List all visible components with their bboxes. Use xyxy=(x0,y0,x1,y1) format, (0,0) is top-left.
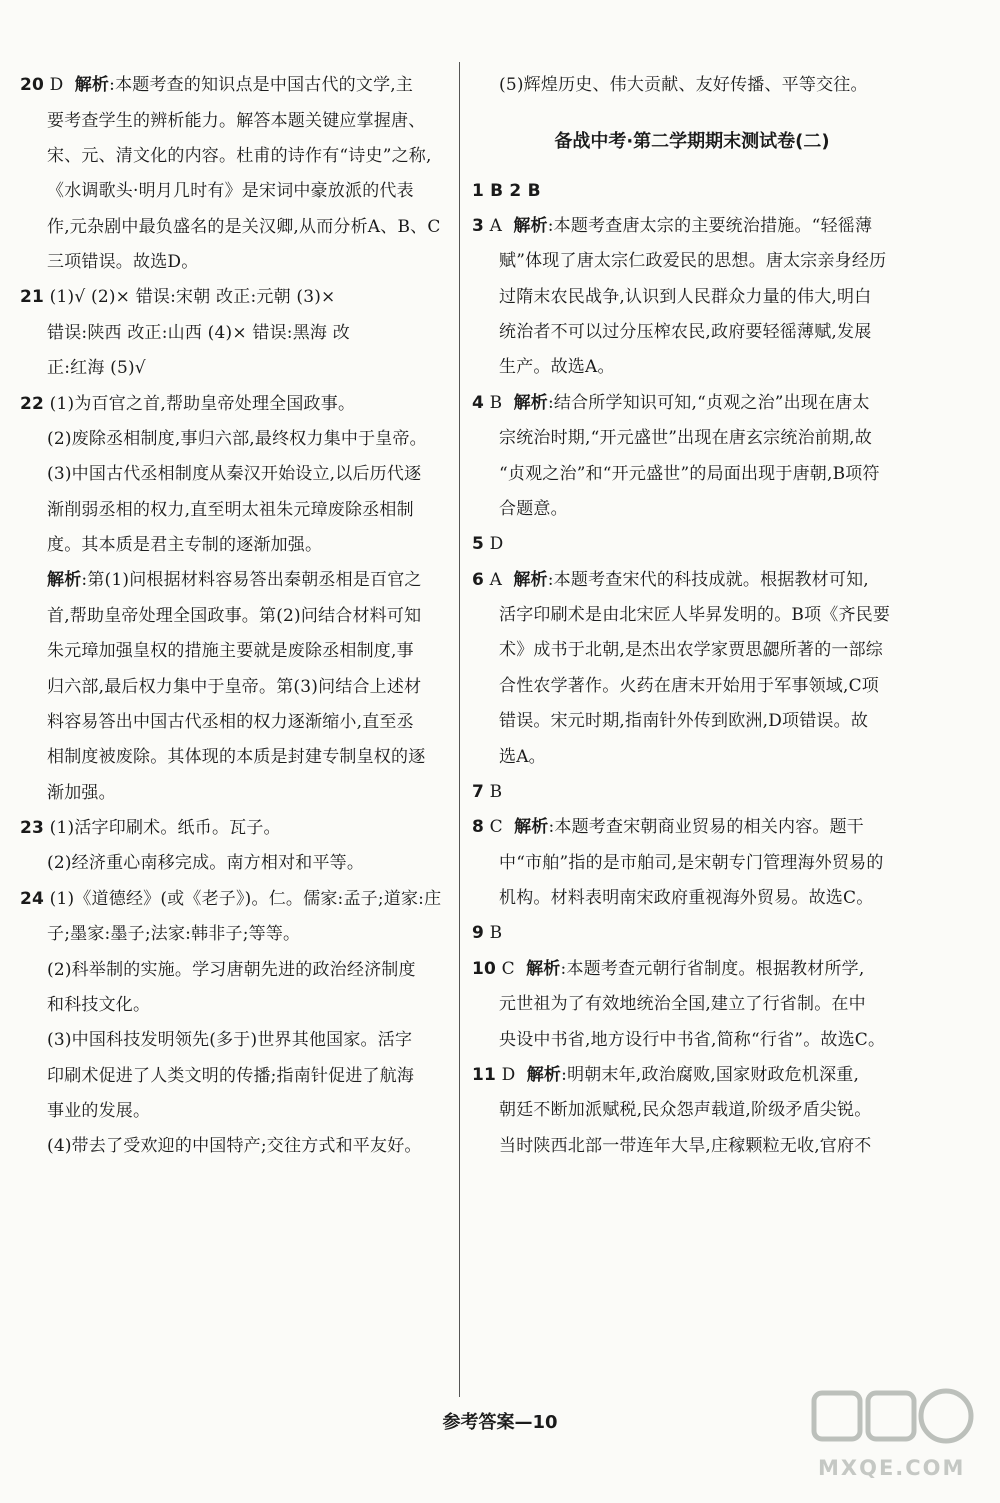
right-column xyxy=(472,68,912,1164)
answer-choice: D xyxy=(489,534,504,555)
text-line: :本题考查唐太宗的主要统治措施。“轻徭薄 xyxy=(547,215,873,236)
question-number: 4 xyxy=(472,392,485,413)
text-line: :明朝末年,政治腐败,国家财政危机深重, xyxy=(561,1064,860,1085)
text-line: 朱元璋加强皇权的措施主要就是废除丞相制度,事 xyxy=(47,641,414,662)
text-line: :本题考查元朝行省制度。根据教材所学, xyxy=(560,958,865,979)
analysis-label: 解析 xyxy=(514,817,549,838)
text-line: (2)科举制的实施。学习唐朝先进的政治经济制度 xyxy=(47,959,416,980)
answer-choice: A xyxy=(489,215,503,236)
answer-3 xyxy=(472,209,912,386)
answer-4 xyxy=(472,386,912,528)
answer-choice: C xyxy=(501,958,515,979)
answer-20 xyxy=(20,68,450,280)
question-number: 5 xyxy=(472,534,485,555)
question-number: 9 xyxy=(472,923,485,944)
answer-23 xyxy=(20,811,450,882)
text-line: 料容易答出中国古代丞相的权力逐渐缩小,直至丞 xyxy=(47,711,414,732)
question-number: 10 xyxy=(472,958,497,979)
text-line: 正:红海 (5)√ xyxy=(47,358,146,379)
question-number: 24 xyxy=(20,888,45,909)
left-column xyxy=(20,68,450,1165)
text-line: 合题意。 xyxy=(499,498,568,519)
text-line: 子;墨家:墨子;法家:韩非子;等等。 xyxy=(47,924,301,945)
text-line: :结合所学知识可知,“贞观之治”出现在唐太 xyxy=(547,392,870,413)
answer-choice: D xyxy=(49,75,64,96)
text-line: (2)废除丞相制度,事归六部,最终权力集中于皇帝。 xyxy=(47,428,427,449)
text-line: 渐加强。 xyxy=(47,782,116,803)
text-line: 印刷术促进了人类文明的传播;指南针促进了航海 xyxy=(47,1065,415,1086)
analysis-label: 解析 xyxy=(513,392,548,413)
text-line: 宋、元、清文化的内容。杜甫的诗作有“诗史”之称, xyxy=(47,145,432,166)
text-line: 事业的发展。 xyxy=(47,1101,151,1122)
answer-choice: B xyxy=(489,781,503,802)
answer-7 xyxy=(472,775,912,810)
question-number: 21 xyxy=(20,287,45,308)
text-line: 首,帮助皇帝处理全国政事。第(2)问结合材料可知 xyxy=(47,605,422,626)
text-line: 当时陕西北部一带连年大旱,庄稼颗粒无收,官府不 xyxy=(499,1135,872,1156)
question-number: 23 xyxy=(20,818,45,839)
answer-5 xyxy=(472,527,912,562)
text-line: 作,元杂剧中最负盛名的是关汉卿,从而分析A、B、C xyxy=(47,216,441,237)
text-line: “贞观之治”和“开元盛世”的局面出现于唐朝,B项符 xyxy=(499,463,880,484)
text-line: :本题考查宋朝商业贸易的相关内容。题干 xyxy=(548,817,865,838)
text-line: 错误。宋元时期,指南针外传到欧洲,D项错误。故 xyxy=(499,711,869,732)
text-line: 赋”体现了唐太宗仁政爱民的思想。唐太宗亲身经历 xyxy=(499,251,887,272)
page-footer: 参考答案—10 xyxy=(442,1412,558,1433)
answer-22 xyxy=(20,386,450,811)
answer-choice: C xyxy=(489,817,503,838)
answer-10 xyxy=(472,952,912,1058)
question-number: 3 xyxy=(472,215,485,236)
text-line: (3)中国科技发明领先(多于)世界其他国家。活字 xyxy=(47,1030,413,1051)
text-line: 渐削弱丞相的权力,直至明太祖朱元璋废除丞相制 xyxy=(47,499,414,520)
text-line: (4)带去了受欢迎的中国特产;交往方式和平友好。 xyxy=(47,1136,422,1157)
question-number: 20 xyxy=(20,75,45,96)
text-line: :本题考查宋代的科技成就。根据教材可知, xyxy=(547,569,869,590)
text-line: :第(1)问根据材料容易答出秦朝丞相是百官之 xyxy=(81,570,422,591)
text-line: (2)经济重心南移完成。南方相对和平等。 xyxy=(47,853,365,874)
answer-8 xyxy=(472,810,912,916)
text-line: 归六部,最后权力集中于皇帝。第(3)问结合上述材 xyxy=(47,676,422,697)
text-line: 和科技文化。 xyxy=(47,994,151,1015)
text-line: (1)《道德经》(或《老子》)。仁。儒家:孟子;道家:庄 xyxy=(49,888,442,909)
answer-6 xyxy=(472,563,912,775)
analysis-label: 解析 xyxy=(526,958,561,979)
analysis-label: 解析 xyxy=(513,569,548,590)
text-line: 机构。材料表明南宋政府重视海外贸易。故选C。 xyxy=(499,888,874,909)
question-number: 7 xyxy=(472,781,485,802)
text-line: 央设中书省,地方设行中书省,简称“行省”。故选C。 xyxy=(499,1029,886,1050)
text-line: 中“市舶”指的是市舶司,是宋朝专门管理海外贸易的 xyxy=(499,852,884,873)
question-number: 22 xyxy=(20,393,45,414)
analysis-label: 解析 xyxy=(74,75,110,96)
text-line: 相制度被废除。其体现的本质是封建专制皇权的逐 xyxy=(47,747,426,768)
text-line: 错误:陕西 改正:山西 (4)× 错误:黑海 改 xyxy=(47,322,350,343)
answer-11 xyxy=(472,1058,912,1164)
text-line: 生产。故选A。 xyxy=(499,357,615,378)
analysis-label: 解析 xyxy=(526,1064,562,1085)
answer-choice: A xyxy=(489,569,503,590)
text-line: 朝廷不断加派赋税,民众怨声载道,阶级矛盾尖锐。 xyxy=(499,1100,872,1121)
question-number: 11 xyxy=(472,1064,497,1085)
watermark-text: MXQE.COM xyxy=(818,1456,966,1480)
answer-choice: D xyxy=(501,1064,516,1085)
text-line: 度。其本质是君主专制的逐渐加强。 xyxy=(47,535,323,556)
text-line: 元世祖为了有效地统治全国,建立了行省制。在中 xyxy=(499,994,866,1015)
text-line: (1)为百官之首,帮助皇帝处理全国政事。 xyxy=(49,393,356,414)
text-line: 活字印刷术是由北宋匠人毕昇发明的。B项《齐民要 xyxy=(499,605,891,626)
text-line: 《水调歌头·明月几时有》是宋词中豪放派的代表 xyxy=(47,181,414,202)
text-line: (5)辉煌历史、伟大贡献、友好传播、平等交往。 xyxy=(499,75,868,96)
question-number: 6 xyxy=(472,569,485,590)
text-line: (1)活字印刷术。纸币。瓦子。 xyxy=(49,818,281,839)
text-line: 过隋末农民战争,认识到人民群众力量的伟大,明白 xyxy=(499,286,872,307)
text-line: 三项错误。故选D。 xyxy=(47,252,199,273)
text-line: 要考查学生的辨析能力。解答本题关键应掌握唐、 xyxy=(47,110,426,131)
text-line: 统治者不可以过分压榨农民,政府要轻徭薄赋,发展 xyxy=(499,322,872,343)
analysis-label: 解析 xyxy=(47,570,82,591)
text-line: (3)中国古代丞相制度从秦汉开始设立,以后历代逐 xyxy=(47,464,422,485)
column-divider xyxy=(459,62,460,1397)
text-line: 宗统治时期,“开元盛世”出现在唐玄宗统治前期,故 xyxy=(499,428,872,449)
text-line: 合性农学著作。火药在唐末开始用于军事领域,C项 xyxy=(499,675,880,696)
section-title: 备战中考·第二学期期末测试卷(二) xyxy=(554,131,830,153)
text-line: (1)√ (2)× 错误:宋朝 改正:元朝 (3)× xyxy=(49,287,336,308)
question-number: 8 xyxy=(472,817,485,838)
text-line: :本题考查的知识点是中国古代的文学,主 xyxy=(109,75,414,96)
answer-9 xyxy=(472,916,912,951)
text-line: 术》成书于北朝,是杰出农学家贾思勰所著的一部综 xyxy=(499,640,884,661)
answer-choice: B xyxy=(489,392,503,413)
answer-24 xyxy=(20,882,450,1165)
watermark-logo xyxy=(806,1385,986,1495)
answer-1-2: 1 B 2 B xyxy=(472,180,541,201)
answer-choice: B xyxy=(489,923,503,944)
text-line: 选A。 xyxy=(499,746,546,767)
answer-21 xyxy=(20,280,450,386)
analysis-label: 解析 xyxy=(513,215,548,236)
